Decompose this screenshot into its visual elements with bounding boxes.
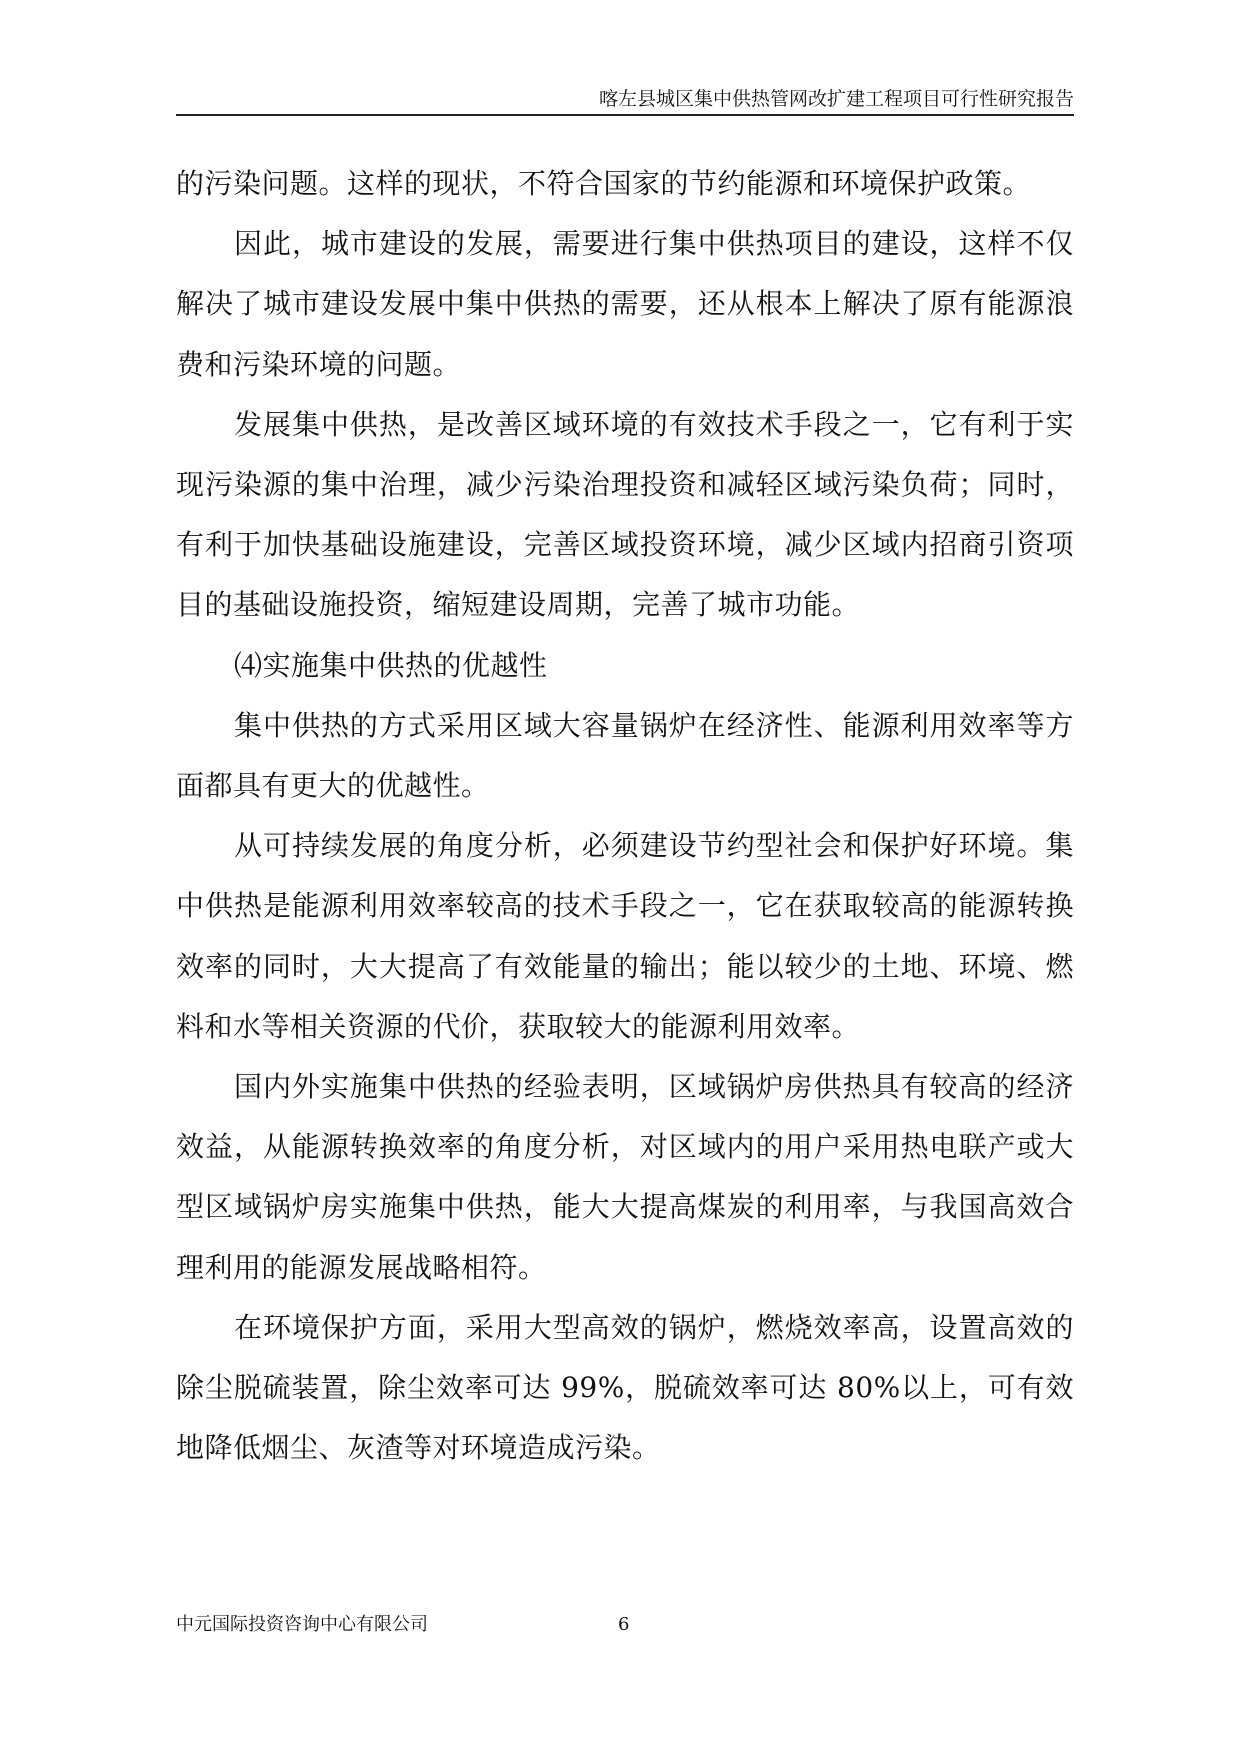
paragraph-urban-development: 因此，城市建设的发展，需要进行集中供热项目的建设，这样不仅解决了城市建设发展中集中供热的需要，还从根本上解决了原有能源浪费和污染环境的问题。	[176, 227, 1074, 381]
paragraph-sustainable-development: 从可持续发展的角度分析，必须建设节约型社会和保护好环境。集中供热是能源利用效率较高的技术手段之一，它在获取较高的能源转换效率的同时，大大提高了有效能量的输出；能以较少的土地、环境、燃料和水等相关资源的代价，获取较大的能源利用效率。	[176, 829, 1074, 1043]
document-body	[176, 154, 1074, 1478]
paragraph-continuation: 的污染问题。这样的现状，不符合国家的节约能源和环境保护政策。	[176, 167, 1032, 200]
page-number: 6	[618, 1614, 630, 1635]
footer-company: 中元国际投资咨询中心有限公司	[176, 1614, 428, 1635]
page-footer	[176, 1612, 1074, 1638]
paragraph-environmental-protection: 在环境保护方面，采用大型高效的锅炉，燃烧效率高，设置高效的除尘脱硫装置，除尘效率可达 99%，脱硫效率可达 80%以上，可有效地降低烟尘、灰渣等对环境造成污染。	[176, 1310, 1074, 1465]
header-title: 喀左县城区集中供热管网改扩建工程项目可行性研究报告	[598, 88, 1074, 110]
paragraph-large-boiler: 集中供热的方式采用区域大容量锅炉在经济性、能源利用效率等方面都具有更大的优越性。	[176, 708, 1074, 803]
paragraph-experience: 国内外实施集中供热的经验表明，区域锅炉房供热具有较高的经济效益，从能源转换效率的角度分析，对区域内的用户采用热电联产或大型区域锅炉房实施集中供热，能大大提高煤炭的利用率，与我国高效合理利用的能源发展战略相符。	[176, 1070, 1074, 1284]
section-heading-advantages: ⑷实施集中供热的优越性	[234, 648, 548, 682]
paragraph-regional-environment: 发展集中供热，是改善区域环境的有效技术手段之一，它有利于实现污染源的集中治理，减少污染治理投资和减轻区域污染负荷；同时，有利于加快基础设施建设，完善区域投资环境，减少区域内招商引资项目的基础设施投资，缩短建设周期，完善了城市功能。	[176, 407, 1074, 622]
page-header	[176, 84, 1074, 116]
